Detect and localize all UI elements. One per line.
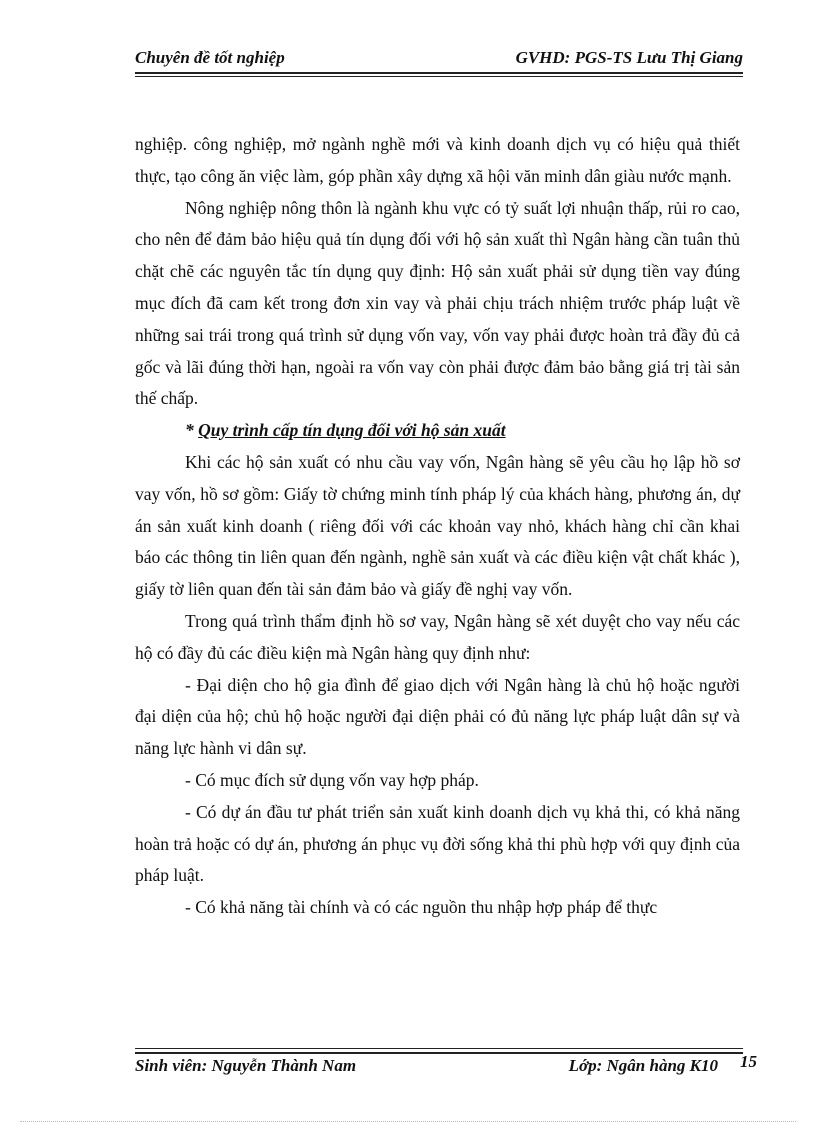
- page-number: 15: [740, 1052, 757, 1071]
- footer-divider-thin: [135, 1048, 743, 1049]
- section-heading: [135, 415, 740, 447]
- page-body: [135, 129, 740, 924]
- list-item-finance: - Có khả năng tài chính và có các nguồn thu nhập hợp pháp để thực: [185, 897, 658, 918]
- header-supervisor: GVHD: PGS-TS Lưu Thị Giang: [515, 48, 743, 67]
- header-document-type: Chuyên đề tốt nghiệp: [135, 48, 285, 67]
- heading-bullet: *: [185, 420, 199, 441]
- paragraph-credit-principles: Nông nghiệp nông thôn là ngành khu vực có tỷ suất lợi nhuận thấp, rủi ro cao, cho nên để đảm bảo hiệu quả tín dụng đối với hộ sản xuất thì Ngân hàng cần tuân thủ chặt chẽ các nguyên tắc tín dụng quy định: Hộ sản xuất phải sử dụng tiền vay đúng mục đích đã cam kết trong đơn xin vay và phải chịu trách nhiệm trước pháp luật về những sai trái trong quá trình sử dụng vốn vay, vốn vay phải được hoàn trả đầy đủ cả gốc và lãi đúng thời hạn, ngoài ra vốn vay còn phải được đảm bảo bằng giá trị tài sản thế chấp.: [135, 197, 740, 409]
- paragraph-continuation: nghiệp. công nghiệp, mở ngành nghề mới và kinh doanh dịch vụ có hiệu quả thiết thực, tạo công ăn việc làm, góp phần xây dựng xã hội văn minh dân giàu nước mạnh.: [135, 134, 740, 186]
- footer-divider: [135, 1052, 743, 1054]
- header-divider: [135, 72, 743, 74]
- footer-student: Sinh viên: Nguyễn Thành Nam: [135, 1056, 357, 1075]
- page-footer: [135, 1048, 743, 1078]
- paragraph-appraisal: Trong quá trình thẩm định hồ sơ vay, Ngân hàng sẽ xét duyệt cho vay nếu các hộ có đầy đủ các điều kiện mà Ngân hàng quy định như:: [135, 610, 740, 663]
- page-edge: [20, 1121, 796, 1122]
- heading-text: Quy trình cấp tín dụng đối với hộ sản xuất: [198, 420, 506, 441]
- header-divider-thin: [135, 76, 743, 77]
- list-item-purpose: - Có mục đích sử dụng vốn vay hợp pháp.: [185, 769, 479, 790]
- page-header: [135, 48, 743, 74]
- paragraph-loan-dossier: Khi các hộ sản xuất có nhu cầu vay vốn, Ngân hàng sẽ yêu cầu họ lập hồ sơ vay vốn, hồ sơ gồm: Giấy tờ chứng minh tính pháp lý của khách hàng, phương án, dự án sản xuất kinh doanh ( riêng đối với các khoản vay nhỏ, khách hàng chỉ cần khai báo các thông tin liên quan đến ngành, nghề sản xuất và các điều kiện vật chất khác ), giấy tờ liên quan đến tài sản đảm bảo và giấy đề nghị vay vốn.: [135, 451, 740, 600]
- list-item-project: - Có dự án đầu tư phát triển sản xuất kinh doanh dịch vụ khả thi, có khả năng hoàn trả hoặc có dự án, phương án phục vụ đời sống khả thi phù hợp với quy định của pháp luật.: [135, 801, 740, 886]
- footer-class: Lớp: Ngân hàng K10: [568, 1056, 718, 1075]
- list-item-representative: - Đại diện cho hộ gia đình để giao dịch với Ngân hàng là chủ hộ hoặc người đại diện của hộ; chủ hộ hoặc người đại diện phải có đủ năng lực pháp luật dân sự và năng lực hành vi dân sự.: [135, 674, 740, 759]
